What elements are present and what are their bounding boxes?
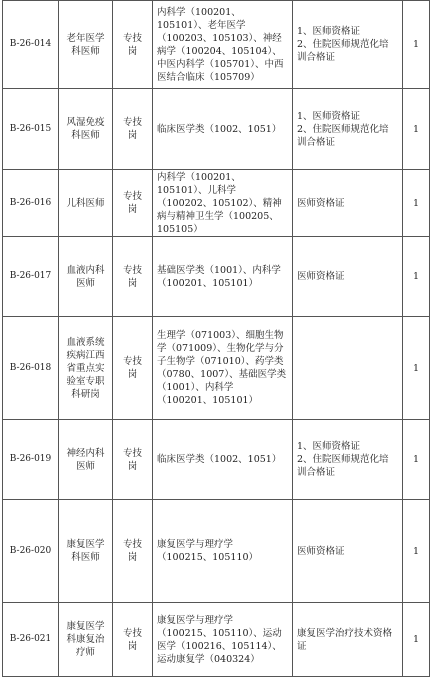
- position-count: 1: [403, 89, 430, 170]
- other-requirements: [293, 500, 403, 603]
- position-type: 专技岗: [113, 603, 153, 677]
- position-code: B-26-018: [3, 317, 59, 420]
- other-requirements: [293, 603, 403, 677]
- table-row: [3, 603, 430, 677]
- requirement-line: 1、医师资格证: [297, 110, 361, 122]
- table-row: [3, 317, 430, 420]
- position-type: 专技岗: [113, 317, 153, 420]
- table-row: [3, 237, 430, 317]
- position-title: 风湿免疫科医师: [59, 89, 113, 170]
- major-requirements: 康复医学与理疗学（100215、105110）、运动医学（100216、105114）、运动康复学（040324）: [153, 603, 293, 677]
- major-requirements: 临床医学类（1002、1051）: [153, 420, 293, 500]
- position-title: 血液内科医师: [59, 237, 113, 317]
- table-row: [3, 420, 430, 500]
- position-type: 专技岗: [113, 1, 153, 89]
- major-requirements: 生理学（071003）、细胞生物学（071009）、生物化学与分子生物学（071010）、药学类（0780、1007）、基础医学类（1001）、内科学（100201、105101）: [153, 317, 293, 420]
- position-code: B-26-019: [3, 420, 59, 500]
- position-code: B-26-016: [3, 170, 59, 237]
- major-requirements: 内科学（100201、105101）、儿科学（100202、105102）、精神病与精神卫生学（100205、105105）: [153, 170, 293, 237]
- requirement-line: 1、医师资格证: [297, 441, 361, 452]
- other-requirements: [293, 170, 403, 237]
- major-requirements: 内科学（100201、105101）、老年医学（100203、105103）、神经病学（100204、105104）、中医内科学（105701）、中西医结合临床（105709）: [153, 1, 293, 89]
- position-count: 1: [403, 420, 430, 500]
- position-count: 1: [403, 170, 430, 237]
- requirement-line: 2、住院医师规范化培训合格证: [297, 39, 389, 63]
- table-row: [3, 500, 430, 603]
- major-requirements: 临床医学类（1002、1051）: [153, 89, 293, 170]
- position-title: 老年医学科医师: [59, 1, 113, 89]
- table-row: [3, 1, 430, 89]
- position-title: 康复医学科医师: [59, 500, 113, 603]
- requirement-line: 2、住院医师规范化培训合格证: [297, 123, 389, 148]
- position-count: 1: [403, 1, 430, 89]
- requirement-line: 医师资格证: [297, 197, 345, 209]
- position-code: B-26-014: [3, 1, 59, 89]
- position-title: 血液系统疾病江西省重点实验室专职科研岗: [59, 317, 113, 420]
- position-code: B-26-020: [3, 500, 59, 603]
- position-count: 1: [403, 500, 430, 603]
- other-requirements: [293, 89, 403, 170]
- position-type: 专技岗: [113, 237, 153, 317]
- other-requirements: [293, 237, 403, 317]
- requirement-line: 康复医学治疗技术资格证: [297, 627, 393, 652]
- position-title: 康复医学科康复治疗师: [59, 603, 113, 677]
- other-requirements: [293, 317, 403, 420]
- requirement-line: 1、医师资格证: [297, 26, 361, 37]
- position-type: 专技岗: [113, 420, 153, 500]
- requirement-line: 2、住院医师规范化培训合格证: [297, 454, 389, 478]
- major-requirements: 康复医学与理疗学（100215、105110）: [153, 500, 293, 603]
- position-title: 神经内科医师: [59, 420, 113, 500]
- other-requirements: [293, 1, 403, 89]
- position-count: 1: [403, 317, 430, 420]
- requirement-line: 医师资格证: [297, 271, 345, 282]
- other-requirements: [293, 420, 403, 500]
- position-code: B-26-015: [3, 89, 59, 170]
- positions-table: [2, 0, 430, 677]
- position-title: 儿科医师: [59, 170, 113, 237]
- position-count: 1: [403, 237, 430, 317]
- table-row: [3, 170, 430, 237]
- position-code: B-26-017: [3, 237, 59, 317]
- position-code: B-26-021: [3, 603, 59, 677]
- table-row: [3, 89, 430, 170]
- position-type: 专技岗: [113, 500, 153, 603]
- position-type: 专技岗: [113, 89, 153, 170]
- major-requirements: 基础医学类（1001）、内科学（100201、105101）: [153, 237, 293, 317]
- position-type: 专技岗: [113, 170, 153, 237]
- requirement-line: 医师资格证: [297, 545, 345, 557]
- position-count: 1: [403, 603, 430, 677]
